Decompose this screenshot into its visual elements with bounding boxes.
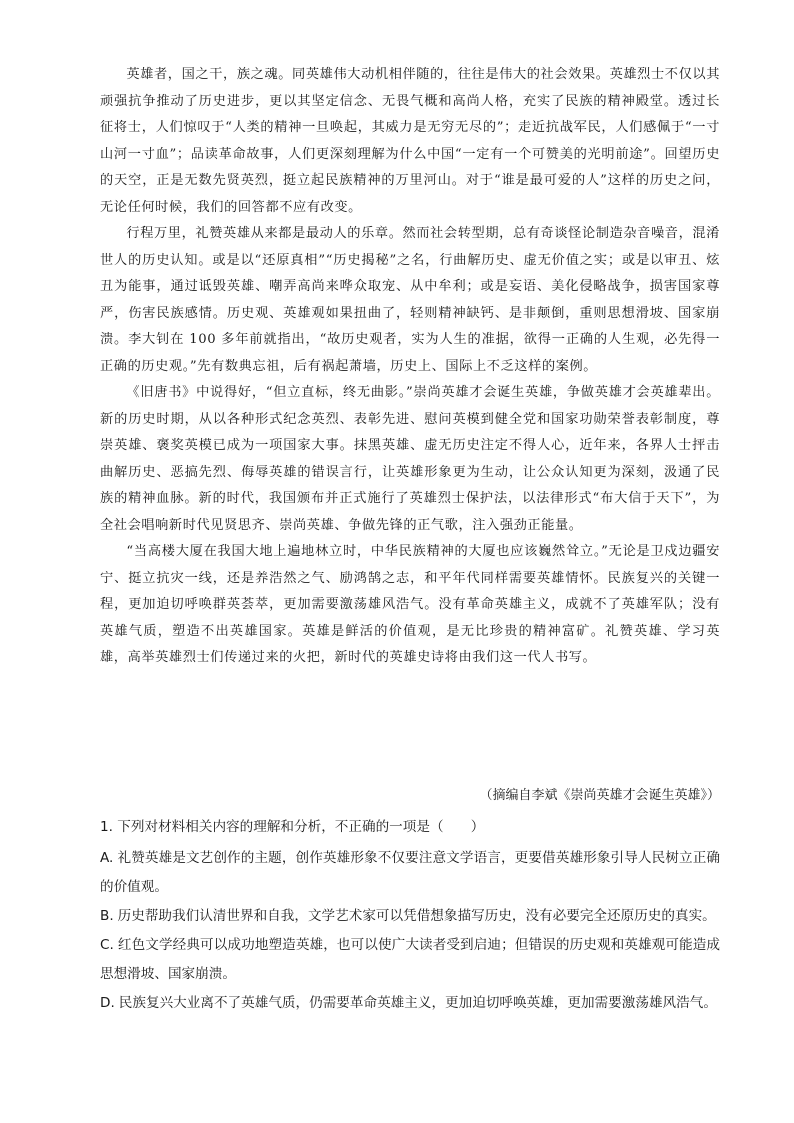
option-text: 红色文学经典可以成功地塑造英雄，也可以使广大读者受到启迪；但错误的历史观和英雄观可能造成思想滑坡、国家崩溃。 xyxy=(100,937,720,982)
reading-passage xyxy=(100,62,720,672)
passage-paragraph-4: “当高楼大厦在我国大地上遍地林立时，中华民族精神的大厦也应该巍然耸立。”无论是卫戍边疆安宁、挺立抗灾一线，还是养浩然之气、励鸿鹄之志，和平年代同样需要英雄情怀。民族复兴的关键一程，更加迫切呼唤群英荟萃，更加需要激荡雄风浩气。没有革命英雄主义，成就不了英雄军队；没有英雄气质，塑造不出英雄国家。英雄是鲜活的价值观，是无比珍贵的精神富矿。礼赞英雄、学习英雄，高举英雄烈士们传递过来的火把，新时代的英雄史诗将由我们这一代人书写。 xyxy=(100,544,720,665)
option-letter: B. xyxy=(100,908,114,924)
option-letter: A. xyxy=(100,850,114,866)
question-1 xyxy=(100,816,720,1018)
passage-source: （摘编自李斌《崇尚英雄才会诞生英雄》） xyxy=(479,788,720,803)
option-c[interactable] xyxy=(100,931,720,989)
option-b[interactable] xyxy=(100,902,720,931)
option-letter: D. xyxy=(100,995,115,1011)
question-stem: 1. 下列对材料相关内容的理解和分析，不正确的一项是（ ） xyxy=(100,819,485,835)
passage-paragraph-3: 《旧唐书》中说得好，“但立直标，终无曲影。”崇尚英雄才会诞生英雄，争做英雄才会英雄辈出。新的历史时期，从以各种形式纪念英烈、表彰先进、慰问英模到健全党和国家功勋荣誉表彰制度，尊崇英雄、褒奖英模已成为一项国家大事。抹黑英雄、虚无历史注定不得人心，近年来，各界人士抨击曲解历史、恶搞先烈、侮辱英雄的错误言行，让英雄形象更为生动，让公众认知更为深刻，汲通了民族的精神血脉。新的时代，我国颁布并正式施行了英雄烈士保护法，以法律形式“布大信于天下”，为全社会唱响新时代见贤思齐、崇尚英雄、争做先锋的正气歌，注入强劲正能量。 xyxy=(100,385,720,533)
passage-paragraph-1: 英雄者，国之干，族之魂。同英雄伟大动机相伴随的，往往是伟大的社会效果。英雄烈士不仅以其顽强抗争推动了历史进步，更以其坚定信念、无畏气概和高尚人格，充实了民族的精神殿堂。透过长征将士，人们惊叹于“人类的精神一旦唤起，其威力是无穷无尽的”；走近抗战军民，人们感佩于“一寸山河一寸血”；品读革命故事，人们更深刻理解为什么中国“一定有一个可赞美的光明前途”。回望历史的天空，正是无数先贤英烈，挺立起民族精神的万里河山。对于“谁是最可爱的人”这样的历史之问，无论任何时候，我们的回答都不应有改变。 xyxy=(100,67,720,215)
option-text: 历史帮助我们认清世界和自我，文学艺术家可以凭借想象描写历史，没有必要完全还原历史的真实。 xyxy=(117,908,716,924)
option-list xyxy=(100,844,720,1018)
option-a[interactable] xyxy=(100,844,720,902)
option-text: 民族复兴大业离不了英雄气质，仍需要革命英雄主义，更加迫切呼唤英雄，更加需要激荡雄风浩气。 xyxy=(118,995,717,1011)
option-letter: C. xyxy=(100,937,114,953)
passage-paragraph-2: 行程万里，礼赞英雄从来都是最动人的乐章。然而社会转型期，总有奇谈怪论制造杂音噪音，混淆世人的历史认知。或是以“还原真相”“历史揭秘”之名，行曲解历史、虚无价值之实；或是以审丑、炫丑为能事，通过诋毁英雄、嘲弄高尚来哗众取宠、从中牟利；或是妄语、美化侵略战争，损害国家尊严，伤害民族感情。历史观、英雄观如果扭曲了，轻则精神缺钙、是非颠倒，重则思想滑坡、国家崩溃。李大钊在 100 多年前就指出，“故历史观者，实为人生的准据，欲得一正确的人生观，必先得一正确的历史观。”先有数典忘祖，后有祸起萧墙，历史上、国际上不乏这样的案例。 xyxy=(100,226,720,374)
option-text: 礼赞英雄是文艺创作的主题，创作英雄形象不仅要注意文学语言，更要借英雄形象引导人民树立正确的价值观。 xyxy=(100,850,720,895)
option-d[interactable] xyxy=(100,989,720,1018)
